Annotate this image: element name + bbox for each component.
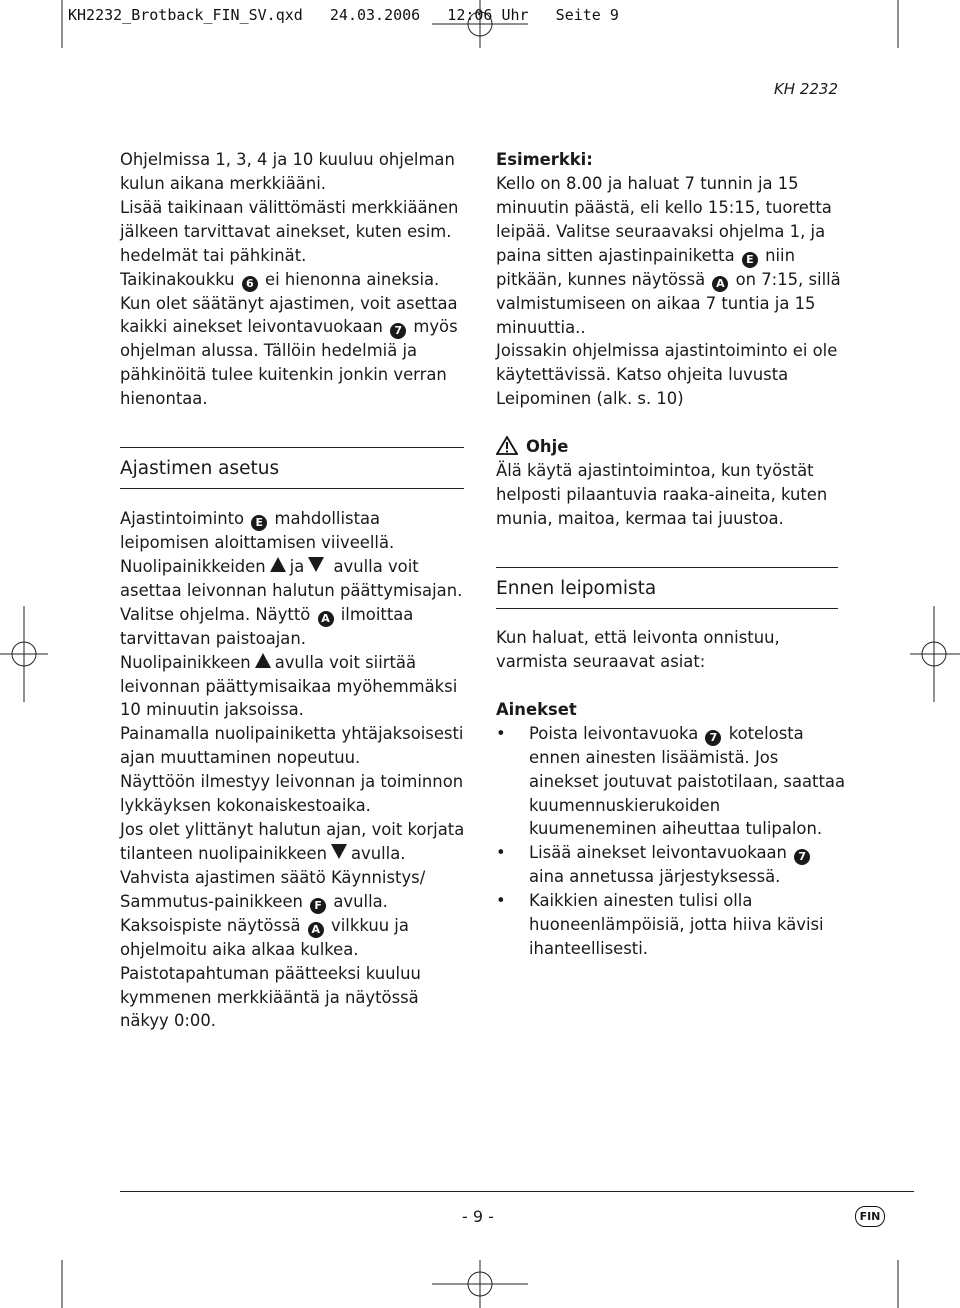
paragraph: Kun haluat, että leivonta onnistuu, varmista seuraavat asiat:	[496, 628, 780, 671]
example-label: Esimerkki:	[496, 150, 593, 169]
paragraph: Näyttöön ilmestyy leivonnan ja toiminnon lykkäyksen kokonaiskestoaika.	[120, 772, 464, 816]
right-column	[496, 148, 846, 411]
paragraph: Ajastintoiminto E mahdollistaa leipomisen aloittamisen viiveellä.	[120, 509, 395, 552]
list-item: • Kaikkien ainesten tulisi olla huoneenlämpöisiä, jotta hiiva kävisi ihanteellisesti.	[496, 889, 846, 961]
paragraph: Jos olet ylittänyt halutun ajan, voit korjata tilanteen nuolipainikkeen avulla.	[120, 819, 465, 863]
before-block	[496, 626, 846, 961]
country-badge: FIN	[855, 1206, 885, 1227]
marker-a-icon: A	[308, 922, 324, 938]
footer-rule	[120, 1191, 914, 1192]
paragraph: Vahvista ajastimen säätö Käynnistys/ Sammutus-painikkeen F avulla.	[120, 867, 426, 912]
list-item: • Lisää ainekset leivontavuokaan 7 aina annetussa järjestyksessä.	[496, 841, 846, 889]
paragraph: Lisää taikinaan välittömästi merkkiäänen jälkeen tarvittavat ainekset, kuten esim. hedelmät tai pähkinät.	[120, 197, 459, 265]
divider	[496, 567, 838, 568]
ingredients-label: Ainekset	[496, 699, 577, 719]
arrow-up-icon	[255, 653, 271, 668]
section-title-before-baking: Ennen leipomista	[496, 578, 657, 599]
warning-icon	[496, 436, 518, 455]
paragraph: Kello on 8.00 ja haluat 7 tunnin ja 15 minuutin päästä, eli kello 15:15, tuoretta leipää. Valitse seuraavaksi ohjelma 1, ja paina sitten ajastinpainiketta E niin pitkään, kunnes näytössä A on 7:15, sillä valmistumiseen on aikaa 7 tuntia ja 15 minuuttia..	[496, 173, 841, 337]
paragraph: Valitse ohjelma. Näyttö A ilmoittaa tarvittavan paistoajan.	[120, 604, 414, 648]
divider	[120, 488, 464, 489]
marker-a-icon: A	[712, 276, 728, 292]
left-column	[120, 148, 466, 411]
section-title-timer: Ajastimen asetus	[120, 458, 280, 479]
marker-6-icon: 6	[242, 276, 258, 292]
paragraph: Paistotapahtuman päätteeksi kuuluu kymmenen merkkiääntä ja näytössä näkyy 0:00.	[120, 963, 421, 1031]
marker-f-icon: F	[310, 898, 326, 914]
note-text: Älä käytä ajastintoimintoa, kun työstät helposti pilaantuvia raaka-aineita, kuten munia, maitoa, kermaa tai juustoa.	[496, 460, 828, 528]
print-slug: KH2232_Brotback_FIN_SV.qxd 24.03.2006 12:06 Uhr Seite 9	[68, 6, 619, 24]
ingredients-list	[496, 722, 846, 961]
arrow-down-icon	[308, 557, 324, 572]
divider	[496, 608, 838, 609]
paragraph: Nuolipainikkeen avulla voit siirtää leivonnan päättymisaikaa myöhemmäksi 10 minuutin jaksoissa.	[120, 652, 458, 720]
note-block	[496, 435, 846, 531]
page-number: - 9 -	[462, 1207, 494, 1226]
arrow-down-icon	[331, 844, 347, 859]
marker-7-icon: 7	[390, 323, 406, 339]
marker-e-icon: E	[251, 515, 267, 531]
paragraph: Nuolipainikkeiden ja avulla voit asettaa leivonnan halutun päättymisajan.	[120, 556, 463, 600]
paragraph: Kun olet säätänyt ajastimen, voit asettaa kaikki ainekset leivontavuokaan 7 myös ohjelman alussa. Tällöin hedelmiä ja pähkinöitä tulee kuitenkin jonkin verran hienontaa.	[120, 293, 458, 409]
list-item: • Poista leivontavuoka 7 kotelosta ennen ainesten lisäämistä. Jos ainekset joutuvat paistotilaan, saattaa kuumennuskierukoiden kuumeneminen aiheuttaa tulipalon.	[496, 722, 846, 842]
arrow-up-icon	[270, 557, 286, 572]
spacer	[496, 674, 846, 698]
divider	[120, 447, 464, 448]
paragraph: Kaksoispiste näytössä A vilkkuu ja ohjelmoitu aika alkaa kulkea.	[120, 915, 409, 959]
paragraph: Painamalla nuolipainiketta yhtäjaksoisesti ajan muuttaminen nopeutuu.	[120, 724, 464, 768]
note-heading: Ohje	[496, 435, 846, 459]
model-code: KH 2232	[773, 80, 838, 98]
paragraph: Taikinakoukku 6 ei hienonna aineksia.	[120, 269, 440, 290]
marker-7-icon: 7	[705, 730, 721, 746]
timer-text	[120, 507, 466, 1033]
paragraph: Ohjelmissa 1, 3, 4 ja 10 kuuluu ohjelman kulun aikana merkkiääni.	[120, 150, 455, 193]
marker-a-icon: A	[318, 611, 334, 627]
marker-7-icon: 7	[794, 849, 810, 865]
marker-e-icon: E	[742, 252, 758, 268]
paragraph: Joissakin ohjelmissa ajastintoiminto ei ole käytettävissä. Katso ohjeita luvusta Leipominen (alk. s. 10)	[496, 341, 838, 409]
